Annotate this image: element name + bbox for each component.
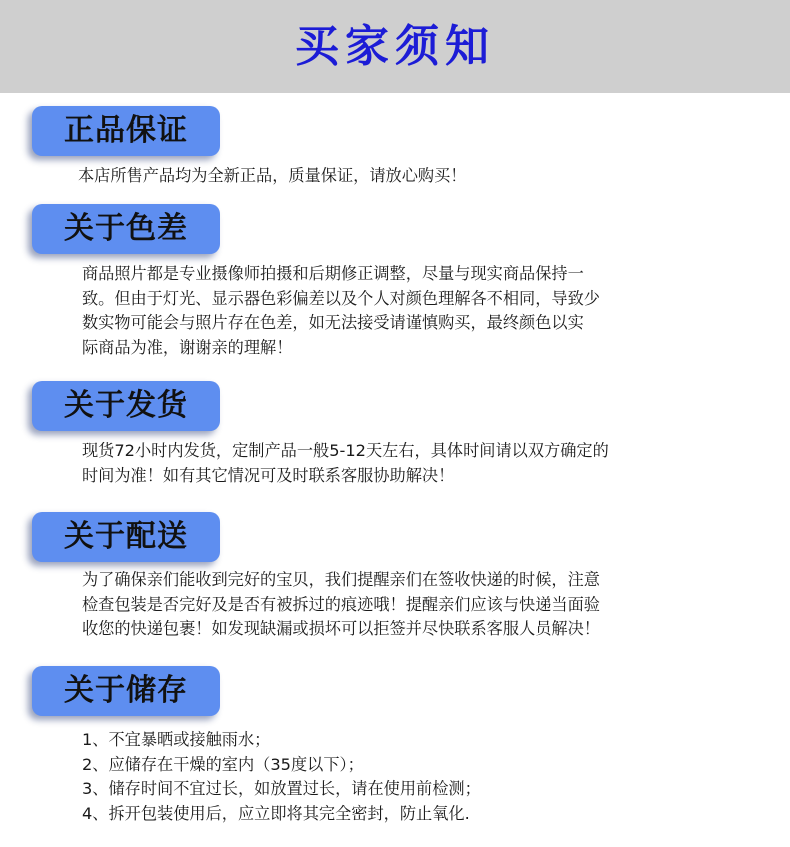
text-line: 际商品为准，谢谢亲的理解！ [82, 337, 293, 357]
section-heading-badge [32, 666, 220, 716]
section-text [78, 164, 738, 189]
text-line: 检查包装是否完好及是否有被拆过的痕迹哦！提醒亲们应该与快递当面验 [82, 594, 600, 614]
text-line: 时间为准！如有其它情况可及时联系客服协助解决！ [82, 465, 455, 485]
list-item: 3、储存时间不宜过长，如放置过长，请在使用前检测； [82, 779, 481, 798]
page-title: 买家须知 [295, 21, 495, 72]
section-text [82, 728, 742, 826]
page-header [0, 0, 790, 93]
text-line: 致。但由于灯光、显示器色彩偏差以及个人对颜色理解各不相同，导致少 [82, 288, 600, 308]
section-text [82, 439, 742, 488]
section-heading: 关于发货 [64, 388, 188, 423]
text-line: 数实物可能会与照片存在色差，如无法接受请谨慎购买，最终颜色以实 [82, 313, 584, 332]
text-line: 商品照片都是专业摄像师拍摄和后期修正调整，尽量与现实商品保持一 [82, 264, 584, 283]
section-heading-badge [32, 106, 220, 156]
section-heading-badge [32, 381, 220, 431]
text-line: 本店所售产品均为全新正品，质量保证，请放心购买！ [78, 166, 467, 185]
section-text [82, 568, 742, 642]
list-item: 4、拆开包装使用后，应立即将其完全密封，防止氧化. [82, 803, 470, 823]
section-heading: 正品保证 [64, 113, 188, 148]
section-heading-badge [32, 512, 220, 562]
list-item: 2、应储存在干燥的室内（35度以下）； [82, 754, 364, 774]
text-line: 收您的快递包裹！如发现缺漏或损坏可以拒签并尽快联系客服人员解决！ [82, 619, 600, 638]
section-heading: 关于储存 [64, 673, 188, 708]
text-line: 现货72小时内发货，定制产品一般5-12天左右，具体时间请以双方确定的 [82, 441, 609, 460]
section-heading-badge [32, 204, 220, 254]
section-heading: 关于配送 [64, 519, 188, 554]
section-heading: 关于色差 [64, 211, 188, 246]
text-line: 为了确保亲们能收到完好的宝贝，我们提醒亲们在签收快递的时候，注意 [82, 570, 600, 589]
list-item: 1、不宜暴晒或接触雨水； [82, 730, 271, 749]
section-text [82, 262, 742, 360]
